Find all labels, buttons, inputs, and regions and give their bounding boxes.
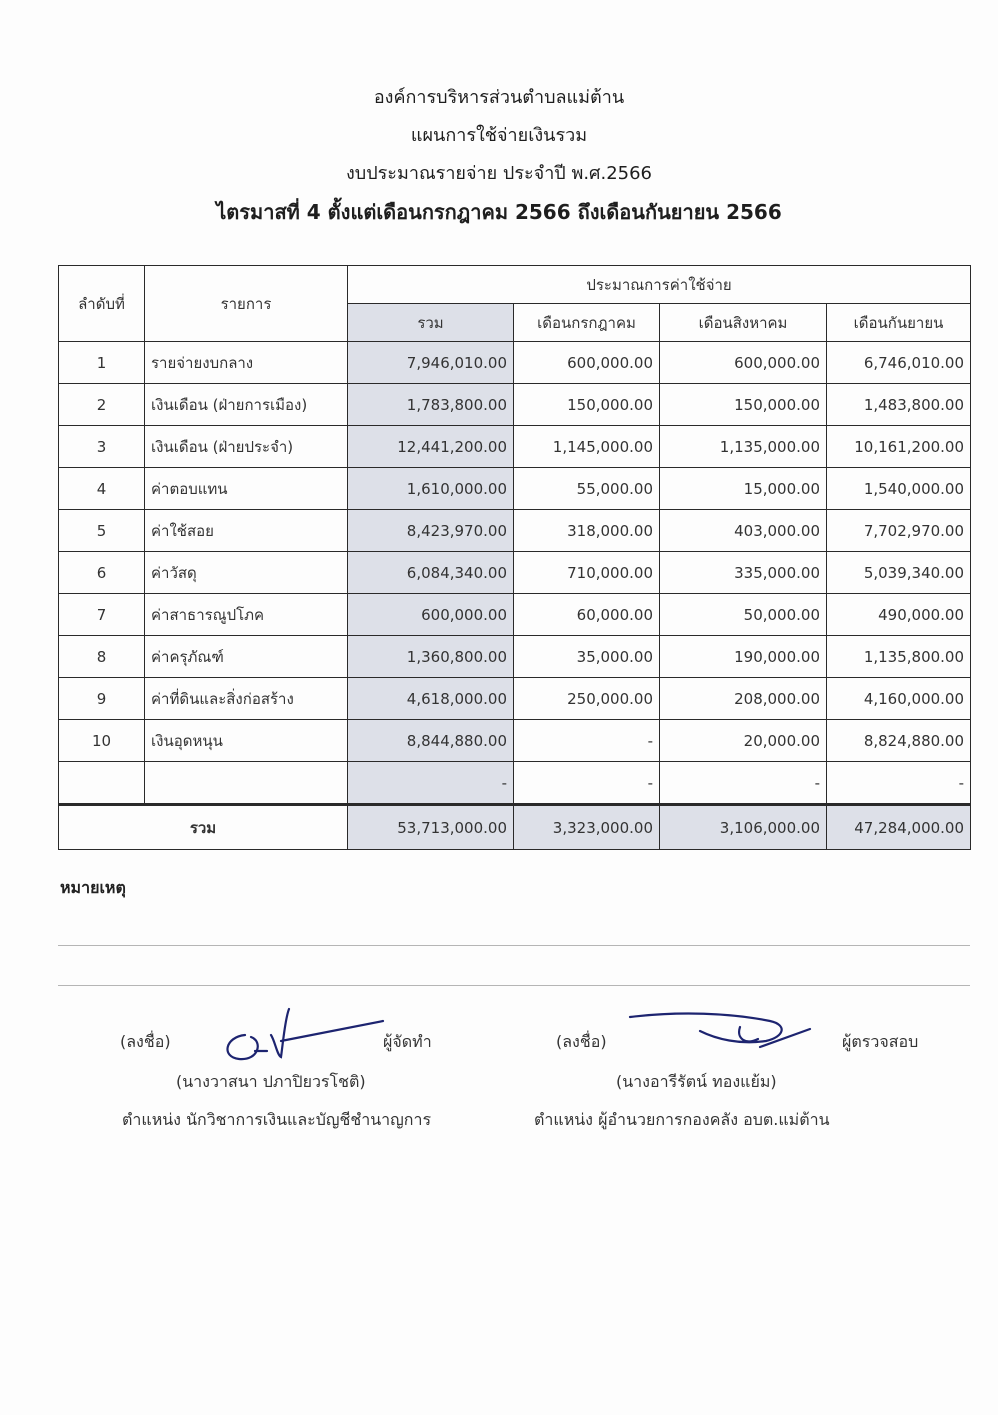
right-position: ตำแหน่ง ผู้อำนวยการกองคลัง อบต.แม่ต้าน <box>534 1110 830 1129</box>
left-sign-label: (ลงชื่อ) <box>120 1032 171 1051</box>
row-total: 1,360,800.00 <box>348 636 514 678</box>
header-august: เดือนสิงหาคม <box>660 304 827 342</box>
right-role: ผู้ตรวจสอบ <box>842 1032 919 1051</box>
row-no: 6 <box>59 552 145 594</box>
row-total: 600,000.00 <box>348 594 514 636</box>
row-total: 4,618,000.00 <box>348 678 514 720</box>
row-september: 1,483,800.00 <box>827 384 971 426</box>
row-july: 250,000.00 <box>514 678 660 720</box>
row-item: ค่าวัสดุ <box>145 552 348 594</box>
table-row <box>59 510 971 552</box>
right-name: (นางอารีรัตน์ ทองแย้ม) <box>616 1072 777 1091</box>
header-no: ลำดับที่ <box>59 266 145 342</box>
budget-table <box>58 265 971 850</box>
row-july: 150,000.00 <box>514 384 660 426</box>
table-row <box>59 762 971 805</box>
budget-year: งบประมาณรายจ่าย ประจำปี พ.ศ.2566 <box>346 163 652 184</box>
row-july: 35,000.00 <box>514 636 660 678</box>
row-august: 335,000.00 <box>660 552 827 594</box>
row-august: 600,000.00 <box>660 342 827 384</box>
row-july: 710,000.00 <box>514 552 660 594</box>
row-september: 4,160,000.00 <box>827 678 971 720</box>
row-august: 20,000.00 <box>660 720 827 762</box>
table-row <box>59 678 971 720</box>
row-total: 8,423,970.00 <box>348 510 514 552</box>
row-no: 9 <box>59 678 145 720</box>
row-total: 1,783,800.00 <box>348 384 514 426</box>
header-july: เดือนกรกฎาคม <box>514 304 660 342</box>
row-september: 1,135,800.00 <box>827 636 971 678</box>
document-header <box>0 88 998 240</box>
total-august: 3,106,000.00 <box>660 805 827 850</box>
remark-line <box>58 985 970 986</box>
row-july: 600,000.00 <box>514 342 660 384</box>
quarter-period: ไตรมาสที่ 4 ตั้งแต่เดือนกรกฎาคม 2566 ถึงเดือนกันยายน 2566 <box>216 200 782 224</box>
row-july: 1,145,000.00 <box>514 426 660 468</box>
row-total: 7,946,010.00 <box>348 342 514 384</box>
row-july: 55,000.00 <box>514 468 660 510</box>
row-no: 2 <box>59 384 145 426</box>
row-no: 1 <box>59 342 145 384</box>
row-item: ค่าครุภัณฑ์ <box>145 636 348 678</box>
row-item: เงินอุดหนุน <box>145 720 348 762</box>
header-september: เดือนกันยายน <box>827 304 971 342</box>
row-september: 7,702,970.00 <box>827 510 971 552</box>
row-august: 50,000.00 <box>660 594 827 636</box>
header-item: รายการ <box>145 266 348 342</box>
row-item: เงินเดือน (ฝ่ายการเมือง) <box>145 384 348 426</box>
table-row <box>59 426 971 468</box>
row-total: 12,441,200.00 <box>348 426 514 468</box>
row-august: 403,000.00 <box>660 510 827 552</box>
row-august: 190,000.00 <box>660 636 827 678</box>
grand-total: 53,713,000.00 <box>348 805 514 850</box>
total-row <box>59 805 971 850</box>
row-september: 6,746,010.00 <box>827 342 971 384</box>
row-total: 6,084,340.00 <box>348 552 514 594</box>
row-august: 150,000.00 <box>660 384 827 426</box>
table-row <box>59 636 971 678</box>
right-signature-mark <box>620 1005 820 1065</box>
row-item: รายจ่ายงบกลาง <box>145 342 348 384</box>
row-no: 4 <box>59 468 145 510</box>
row-september: 8,824,880.00 <box>827 720 971 762</box>
right-sign-label: (ลงชื่อ) <box>556 1032 607 1051</box>
row-august: 1,135,000.00 <box>660 426 827 468</box>
row-august: 208,000.00 <box>660 678 827 720</box>
left-role: ผู้จัดทำ <box>383 1032 432 1051</box>
row-july: 318,000.00 <box>514 510 660 552</box>
table-row <box>59 384 971 426</box>
table-row <box>59 552 971 594</box>
left-signature-mark <box>215 1005 390 1065</box>
row-no: 3 <box>59 426 145 468</box>
row-july: - <box>514 762 660 805</box>
row-no: 10 <box>59 720 145 762</box>
table-row <box>59 720 971 762</box>
row-item: ค่าสาธารณูปโภค <box>145 594 348 636</box>
org-name: องค์การบริหารส่วนตำบลแม่ต้าน <box>373 87 625 108</box>
row-july: 60,000.00 <box>514 594 660 636</box>
left-name: (นางวาสนา ปภาปิยวรโชติ) <box>176 1072 366 1091</box>
row-no <box>59 762 145 805</box>
total-september: 47,284,000.00 <box>827 805 971 850</box>
row-item <box>145 762 348 805</box>
table-row <box>59 342 971 384</box>
row-september: 5,039,340.00 <box>827 552 971 594</box>
header-estimate-group: ประมาณการค่าใช้จ่าย <box>348 266 971 304</box>
row-total: 1,610,000.00 <box>348 468 514 510</box>
table-row <box>59 594 971 636</box>
row-no: 7 <box>59 594 145 636</box>
row-september: 490,000.00 <box>827 594 971 636</box>
row-september: 1,540,000.00 <box>827 468 971 510</box>
header-total: รวม <box>348 304 514 342</box>
row-item: ค่าที่ดินและสิ่งก่อสร้าง <box>145 678 348 720</box>
left-position: ตำแหน่ง นักวิชาการเงินและบัญชีชำนาญการ <box>122 1110 432 1129</box>
table-row <box>59 468 971 510</box>
remark-label: หมายเหตุ <box>60 878 126 897</box>
row-total: - <box>348 762 514 805</box>
row-total: 8,844,880.00 <box>348 720 514 762</box>
row-september: 10,161,200.00 <box>827 426 971 468</box>
total-label: รวม <box>59 805 348 850</box>
row-item: ค่าตอบแทน <box>145 468 348 510</box>
row-no: 8 <box>59 636 145 678</box>
total-july: 3,323,000.00 <box>514 805 660 850</box>
row-item: เงินเดือน (ฝ่ายประจำ) <box>145 426 348 468</box>
plan-title: แผนการใช้จ่ายเงินรวม <box>410 125 588 146</box>
row-august: 15,000.00 <box>660 468 827 510</box>
row-august: - <box>660 762 827 805</box>
row-july: - <box>514 720 660 762</box>
row-september: - <box>827 762 971 805</box>
row-item: ค่าใช้สอย <box>145 510 348 552</box>
remark-line <box>58 945 970 946</box>
row-no: 5 <box>59 510 145 552</box>
